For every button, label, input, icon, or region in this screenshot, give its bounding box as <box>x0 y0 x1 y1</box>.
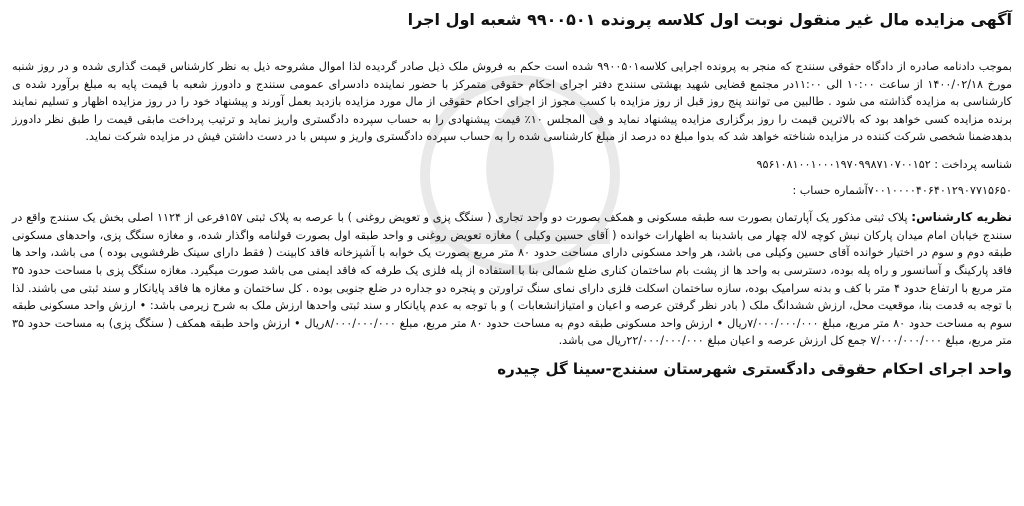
appraisal-paragraph <box>12 209 1012 350</box>
payment-id-line: شناسه پرداخت : ۹۵۶۱۰۸۱۰۰۱۰۰۰۱۹۷۰۹۹۸۷۱۰۷۰۰۱۵۲ <box>756 157 1012 171</box>
notice-intro-paragraph: بموجب دادنامه صادره از دادگاه حقوقی سنندج که منجر به پرونده اجرایی کلاسه۹۹۰۰۵۰۱ شده است حکم به فروش ملک ذیل صادر گردیده لذا اموال مشروحه ذیل به نظر کارشناس قیمت گذاری شده و در روز شنبه مورخ ۱۴۰۰/۰۲/۱۸ از ساعت ۱۰:۰۰ الی ۱۱:۰۰در مجتمع قضایی شهید بهشتی سنندج دفتر اجرای احکام حقوقی متمرکز با حضور نماینده دادسرای عمومی سنندج و دادورز شعبه با قیمت پایه به مبلغ برآورد شده ی کارشناسی به مزایده گذاشته می شود . طالبین می توانند پنج روز قبل از روز مزایده با کسب مجوز از اجرای احکام حقوقی از مال مورد مزایده بازدید بعمل آورند و پیشنهاد خود را در روز مزایده اظهار و تسلیم نمایند برنده مزایده کسی خواهد بود که بالاترین قیمت را روز برگزاری مزایده پیشنهاد نماید و فی المجلس ۱۰٪ قیمت پیشنهادی را به حساب سپرده دادگستری واریز نماید و ترتیب پرداخت مابقی قیمت را طبق نظر دادورز بدهدضمنا شخصی شرکت کننده در مزایده شناخته خواهد شد که بدوا مبلغ ده درصد از مبلغ کارشناسی شده را به حساب سپرده دادگستری واریز و سپس با در دست داشتن فیش در مزایده شرکت نماید. <box>12 60 1013 144</box>
appraisal-text: پلاک ثبتی مذکور یک آپارتمان بصورت سه طبقه مسکونی و همکف بصورت دو واحد تجاری ( سنگگ پزی و تعویض روغنی ) با عرصه به پلاک ثبتی ۱۵۷فرعی از ۱۱۲۴ اصلی بخش یک سنندج واقع در سنندج خیابان امام میدان پارکان نبش کوچه لاله چهار می باشدبنا به اظهارات خوانده ( آقای حسین وکیلی ) مغازه تعویض روغنی و واحد طبقه اول بصورت قولنامه واگذار شده، و مغازه سنگگ پزی، واحدهای مسکونی طبقه دوم و سوم در اختیار خوانده آقای حسین وکیلی می باشد، هر واحد مسکونی دارای مساحت حدود ۸۰ متر مربع بصورت یک خوابه با آشپزخانه فاقد کابینت ( فقط دارای سینک ظرفشویی بوده ) می باشد، واحد ها فاقد پارکینگ و آسانسور و راه پله بوده، دسترسی به واحد ها از پشت بام ساختمان کناری ضلع شمالی بنا با استفاده از پله فلزی یک طرفه که فاقد ایمنی می باشد صورت میگیرد. مغازه سنگگ پزی با مساحت حدود ۳۵ متر مربع با ارتفاع حدود ۴ متر با کف و بدنه سرامیک بوده، سازه ساختمان اسکلت فلزی دارای نمای سنگ تراورتن و پنجره دو جداره در ضلع جنوبی بوده . کل ساختمان و مغازه ها فاقد پایانکار و سند ثبتی می باشند. لذا با توجه به قدمت بنا، موقعیت محل، ارزش ششدانگ ملک ( بادر نظر گرفتن عرصه و اعیان و امتیازانشعابات ) و با توجه به عدم پایانکار و سند ثبتی واحدها ارزش ملک به شرح زیرمی باشد: • ارزش واحد مسکونی طبقه سوم به مساحت حدود ۸۰ متر مربع، مبلغ ۷/۰۰۰/۰۰۰/۰۰۰ریال • ارزش واحد مسکونی طبقه دوم به مساحت حدود ۸۰ متر مربع، مبلغ ۸/۰۰۰/۰۰۰/۰۰۰ریال • ارزش واحد طبقه همکف ( سنگگ پزی) به مساحت حدود ۳۵ متر مربع، مبلغ ۷/۰۰۰/۰۰۰/۰۰۰ جمع کل ارزش عرصه و اعیان مبلغ ۲۲/۰۰۰/۰۰۰/۰۰۰ریال می باشد. <box>12 211 1012 348</box>
notice-title: آگهی مزایده مال غیر منقول نوبت اول کلاسه پرونده ۹۹۰۰۵۰۱ شعبه اول اجرا <box>407 10 1012 29</box>
issuer-footer: واحد اجرای احکام حقوقی دادگستری شهرستان سنندج-سینا گل چیدره <box>497 359 1012 378</box>
account-number-line: ۷۰۰۱۰۰۰۰۴۰۶۴۰۱۲۹۰۷۷۱۵۶۵۰آشماره حساب : <box>792 183 1012 197</box>
appraisal-label: نظریه کارشناس: <box>911 210 1012 225</box>
